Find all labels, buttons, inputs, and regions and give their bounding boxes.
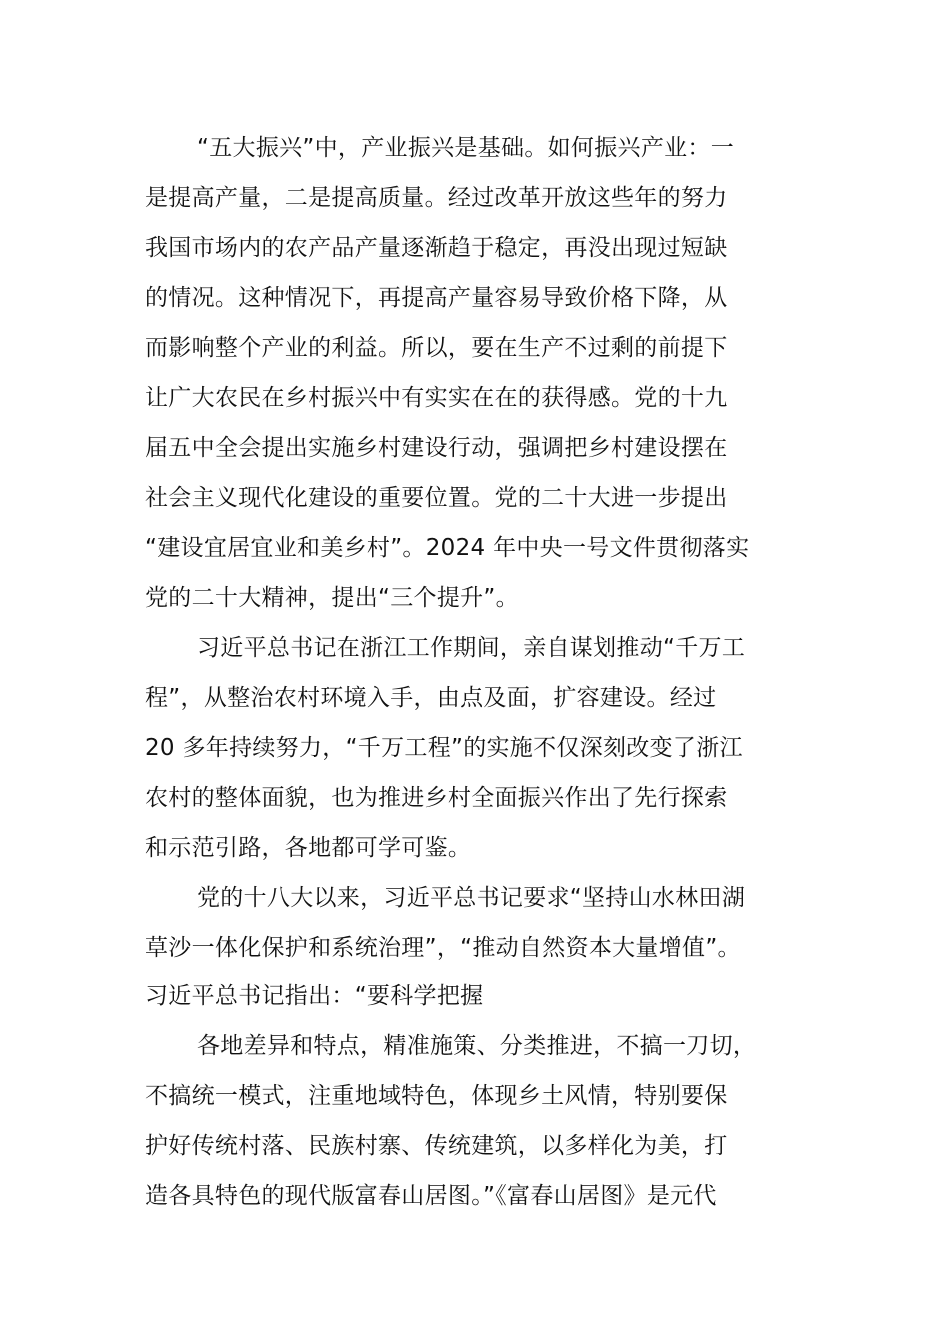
paragraph-3-line-2: 草沙一体化保护和系统治理”，“推动自然资本大量增值”。 <box>145 935 741 961</box>
paragraph-1-line-3: 我国市场内的农产品产量逐渐趋于稳定，再没出现过短缺 <box>145 235 728 261</box>
paragraph-1-line-7: 届五中全会提出实施乡村建设行动，强调把乡村建设摆在 <box>145 435 728 461</box>
paragraph-2-line-4: 农村的整体面貌，也为推进乡村全面振兴作出了先行探索 <box>145 785 728 811</box>
paragraph-4-line-3: 护好传统村落、民族村寨、传统建筑，以多样化为美，打 <box>145 1133 728 1159</box>
paragraph-1-line-2: 是提高产量，二是提高质量。经过改革开放这些年的努力 <box>145 185 728 211</box>
paragraph-4-line-4: 造各具特色的现代版富春山居图。”《富春山居图》是元代 <box>145 1183 717 1209</box>
paragraph-1-line-8: 社会主义现代化建设的重要位置。党的二十大进一步提出 <box>145 485 728 511</box>
paragraph-2-line-1: 习近平总书记在浙江工作期间，亲自谋划推动“千万工 <box>197 635 746 661</box>
paragraph-1-line-1: “五大振兴”中，产业振兴是基础。如何振兴产业：一 <box>197 135 735 161</box>
paragraph-2-line-2: 程”，从整治农村环境入手，由点及面，扩容建设。经过 <box>145 685 717 711</box>
paragraph-1-line-5: 而影响整个产业的利益。所以，要在生产不过剩的前提下 <box>145 335 728 361</box>
paragraph-1-line-4: 的情况。这种情况下，再提高产量容易导致价格下降，从 <box>145 285 728 311</box>
paragraph-1-line-10: 党的二十大精神，提出“三个提升”。 <box>145 585 519 611</box>
paragraph-1-line-6: 让广大农民在乡村振兴中有实实在在的获得感。党的十九 <box>145 385 728 411</box>
paragraph-1-line-9: “建设宜居宜业和美乡村”。2024 年中央一号文件贯彻落实 <box>145 535 750 561</box>
paragraph-2-line-5: 和示范引路，各地都可学可鉴。 <box>145 835 472 861</box>
paragraph-4-line-2: 不搞统一模式，注重地域特色，体现乡土风情，特别要保 <box>145 1083 728 1109</box>
paragraph-3-line-3: 习近平总书记指出：“要科学把握 <box>145 983 484 1009</box>
paragraph-2-line-3: 20 多年持续努力，“千万工程”的实施不仅深刻改变了浙江 <box>145 735 743 761</box>
paragraph-4-line-1: 各地差异和特点，精准施策、分类推进，不搞一刀切， <box>197 1033 757 1059</box>
paragraph-3-line-1: 党的十八大以来，习近平总书记要求“坚持山水林田湖 <box>197 885 746 911</box>
